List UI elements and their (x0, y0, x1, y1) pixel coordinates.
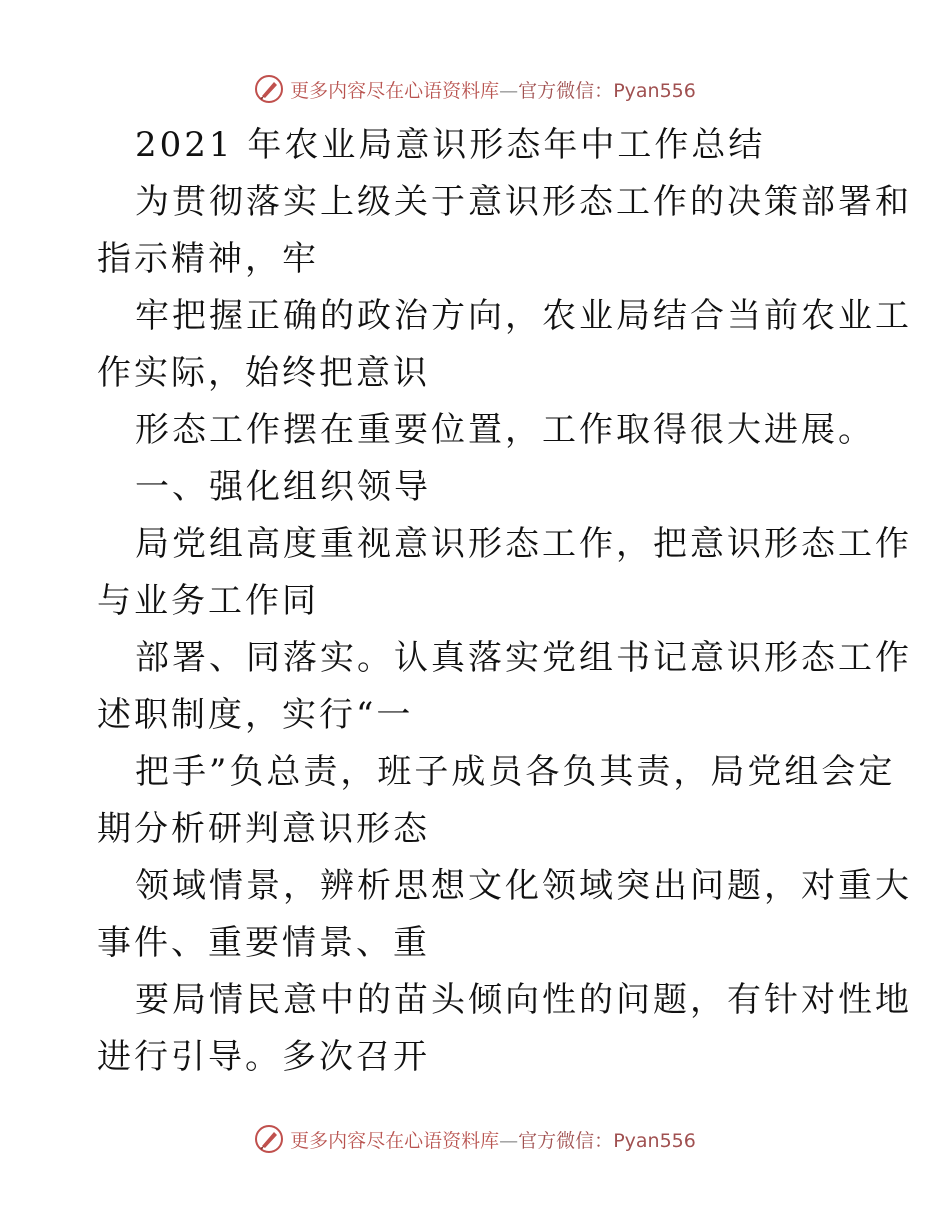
section-heading: 一、强化组织领导 (135, 467, 431, 507)
paragraph-line: 领域情景，辨析思想文化领域突出问题，对重大 (135, 866, 912, 906)
paragraph-line: 与业务工作同 (97, 581, 319, 621)
paragraph-line: 为贯彻落实上级关于意识形态工作的决策部署和 (135, 182, 912, 222)
quill-pen-logo-icon (254, 1124, 284, 1154)
footer-watermark (0, 1124, 950, 1154)
document-title: 2021 年农业局意识形态年中工作总结 (135, 125, 766, 165)
paragraph-line: 述职制度，实行“一 (97, 695, 414, 735)
paragraph-line: 事件、重要情景、重 (97, 923, 430, 963)
watermark-text: 更多内容尽在心语资料库—官方微信：Pyan556 (290, 1129, 696, 1152)
watermark-text: 更多内容尽在心语资料库—官方微信：Pyan556 (290, 79, 696, 102)
paragraph-line: 要局情民意中的苗头倾向性的问题，有针对性地 (135, 980, 912, 1020)
paragraph-line: 把手”负总责，班子成员各负其责，局党组会定 (135, 752, 896, 792)
paragraph-line: 进行引导。多次召开 (97, 1037, 430, 1077)
paragraph-line: 局党组高度重视意识形态工作，把意识形态工作 (135, 524, 912, 564)
paragraph-line: 牢把握正确的政治方向，农业局结合当前农业工 (135, 296, 912, 336)
paragraph-line: 部署、同落实。认真落实党组书记意识形态工作 (135, 638, 912, 678)
header-watermark (0, 74, 950, 104)
document-body (97, 125, 912, 1095)
paragraph-line: 作实际，始终把意识 (97, 353, 430, 393)
paragraph-line: 期分析研判意识形态 (97, 809, 430, 849)
paragraph-line: 形态工作摆在重要位置，工作取得很大进展。 (135, 410, 875, 450)
paragraph-line: 指示精神，牢 (97, 239, 319, 279)
quill-pen-logo-icon (254, 74, 284, 104)
